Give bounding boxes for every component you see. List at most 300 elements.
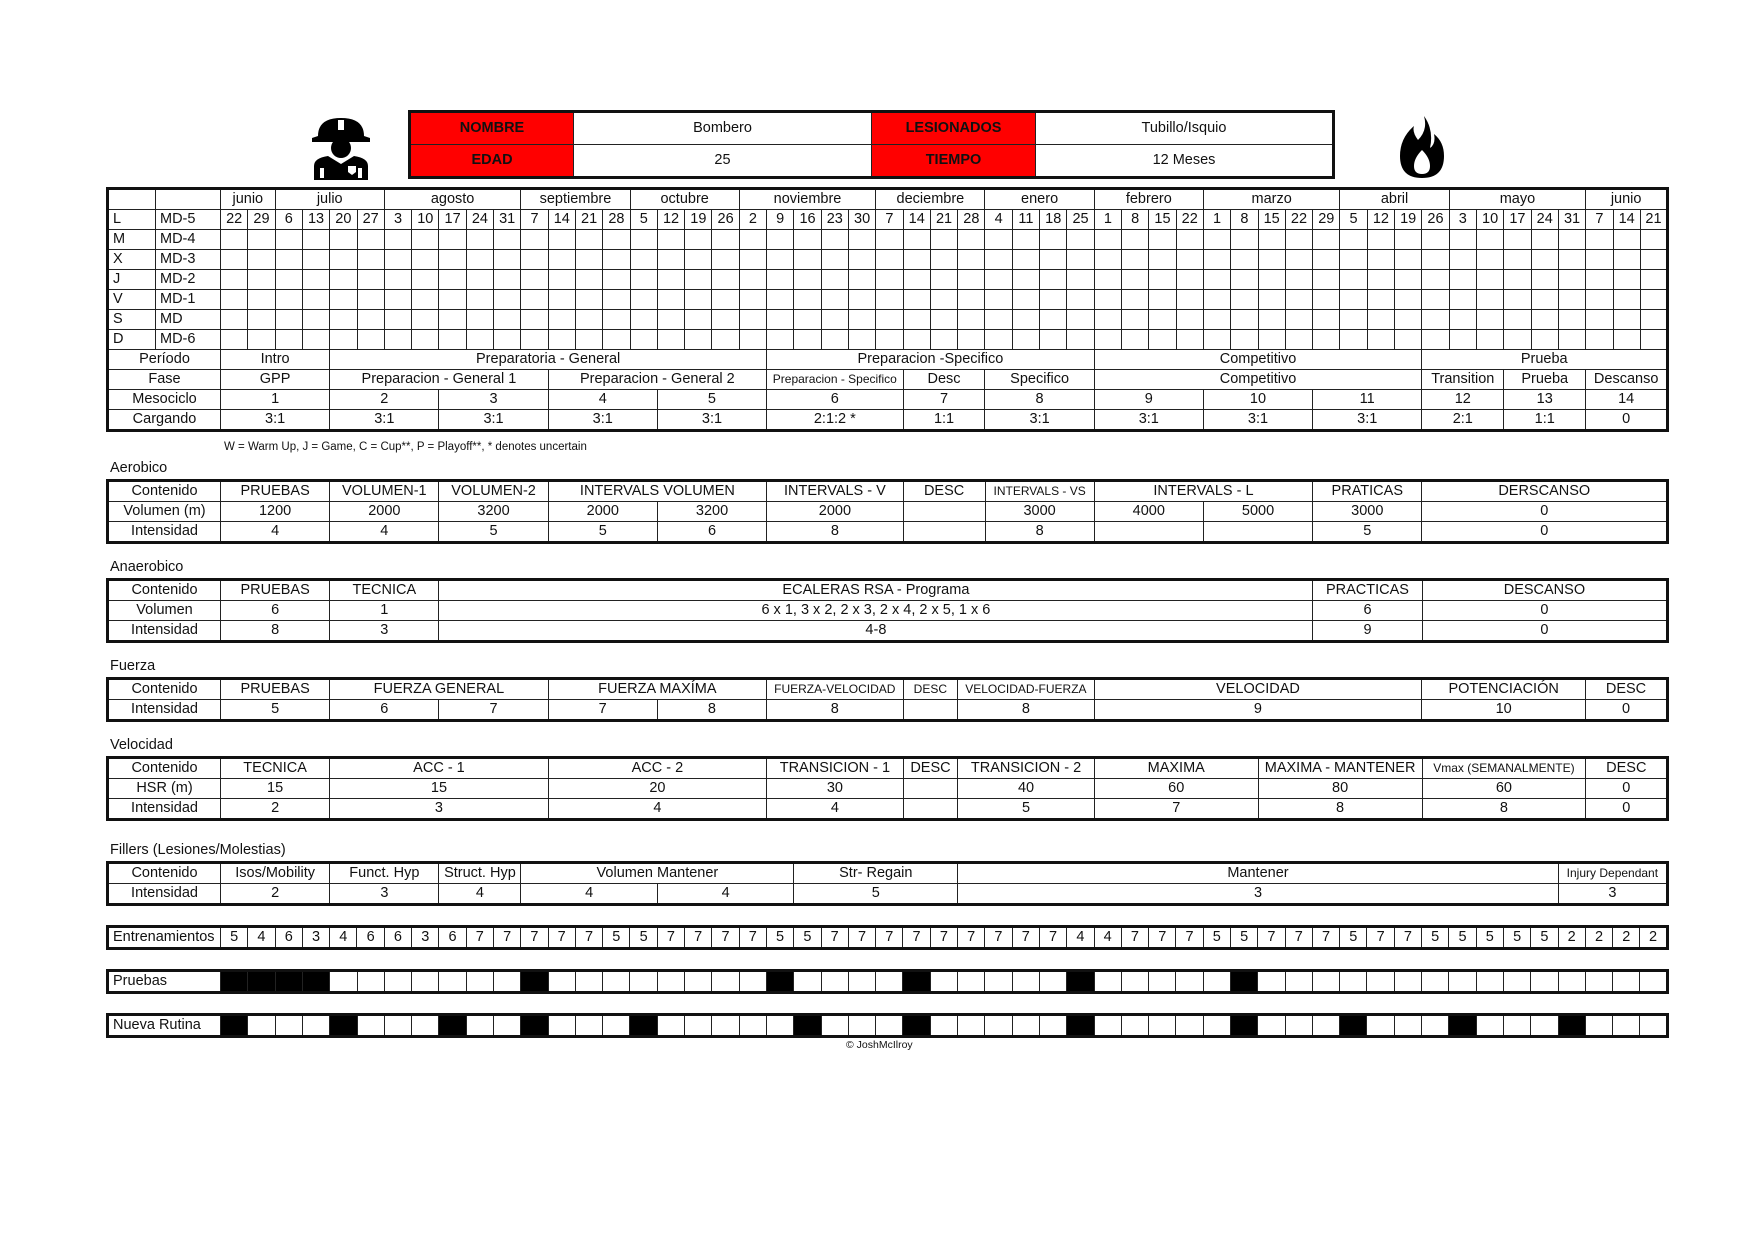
plan-cell: Str- Regain — [794, 863, 958, 884]
schedule-cell — [384, 330, 411, 350]
schedule-cell — [1258, 310, 1285, 330]
edad-label: EDAD — [410, 145, 574, 178]
schedule-cell — [1558, 250, 1585, 270]
schedule-cell — [1367, 270, 1394, 290]
week-cell — [1258, 1015, 1285, 1037]
schedule-cell — [794, 330, 821, 350]
plan-cell: 8 — [1258, 799, 1422, 820]
week-cell — [1503, 1015, 1530, 1037]
schedule-cell — [1395, 270, 1422, 290]
schedule-cell — [1613, 310, 1640, 330]
week-date: 9 — [767, 210, 794, 230]
plan-cell: FUERZA MAXÍMA — [548, 679, 766, 700]
week-cell — [876, 971, 903, 993]
plan-cell: 4 — [548, 390, 657, 410]
plan-cell: 20 — [548, 779, 766, 799]
plan-cell: 3:1 — [330, 410, 439, 431]
schedule-cell — [630, 230, 657, 250]
schedule-cell — [1258, 230, 1285, 250]
plan-cell: 0 — [1586, 700, 1668, 721]
schedule-cell — [930, 230, 957, 250]
week-date: 11 — [1012, 210, 1039, 230]
plan-cell: 3200 — [439, 502, 548, 522]
schedule-cell — [412, 230, 439, 250]
schedule-cell — [1422, 250, 1449, 270]
session-count: 3 — [302, 927, 329, 949]
schedule-cell — [876, 330, 903, 350]
plan-cell: Specifico — [985, 370, 1094, 390]
schedule-cell — [494, 270, 521, 290]
plan-cell: PRACTICAS — [1313, 580, 1422, 601]
plan-cell: DESC — [903, 758, 958, 779]
plan-cell: VELOCIDAD — [1094, 679, 1422, 700]
week-date: 15 — [1258, 210, 1285, 230]
session-count: 2 — [1640, 927, 1667, 949]
plan-cell: 3000 — [1313, 502, 1422, 522]
legend-note: W = Warm Up, J = Game, C = Cup**, P = Playoff**, * denotes uncertain — [224, 441, 587, 453]
schedule-cell — [1122, 270, 1149, 290]
week-date: 19 — [685, 210, 712, 230]
pruebas-table — [106, 969, 1669, 994]
plan-cell: Volumen Mantener — [521, 863, 794, 884]
schedule-cell — [248, 290, 275, 310]
plan-cell: PRUEBAS — [221, 679, 330, 700]
schedule-cell — [1531, 270, 1558, 290]
marked-week-cell — [1231, 971, 1258, 993]
plan-cell: 1 — [330, 601, 439, 621]
plan-cell: 3:1 — [221, 410, 330, 431]
plan-cell: 8 — [1422, 799, 1586, 820]
week-cell — [1476, 971, 1503, 993]
week-row — [108, 210, 1668, 230]
week-cell — [1149, 971, 1176, 993]
plan-cell: INTERVALS - V — [767, 481, 903, 502]
schedule-cell — [1176, 270, 1203, 290]
week-cell — [1503, 971, 1530, 993]
schedule-cell — [712, 310, 739, 330]
week-date: 31 — [494, 210, 521, 230]
week-cell — [1558, 971, 1585, 993]
schedule-cell — [1422, 290, 1449, 310]
schedule-cell — [876, 230, 903, 250]
week-date: 1 — [1203, 210, 1230, 230]
schedule-cell — [302, 250, 329, 270]
week-cell — [384, 971, 411, 993]
row-label: Volumen — [108, 601, 221, 621]
plan-cell: 60 — [1094, 779, 1258, 799]
schedule-cell — [712, 330, 739, 350]
schedule-cell — [985, 330, 1012, 350]
lesionados-label: LESIONADOS — [872, 112, 1036, 145]
schedule-cell — [1476, 230, 1503, 250]
week-cell — [630, 971, 657, 993]
schedule-cell — [821, 230, 848, 250]
plan-cell: 0 — [1422, 601, 1668, 621]
week-cell — [1312, 971, 1339, 993]
month-label: abril — [1340, 189, 1449, 210]
plan-cell — [903, 502, 985, 522]
plan-row — [108, 621, 1668, 642]
session-count: 7 — [548, 927, 575, 949]
plan-cell: 5 — [958, 799, 1095, 820]
marked-week-cell — [1558, 1015, 1585, 1037]
schedule-cell — [412, 270, 439, 290]
plan-row — [108, 863, 1668, 884]
schedule-cell — [1122, 250, 1149, 270]
schedule-cell — [1586, 290, 1613, 310]
week-cell — [384, 1015, 411, 1037]
week-date: 7 — [521, 210, 548, 230]
plan-cell: VOLUMEN-2 — [439, 481, 548, 502]
schedule-cell — [494, 250, 521, 270]
schedule-cell — [930, 310, 957, 330]
plan-cell: 8 — [221, 621, 330, 642]
session-count: 5 — [1422, 927, 1449, 949]
schedule-cell — [466, 270, 493, 290]
schedule-cell — [685, 270, 712, 290]
schedule-cell — [357, 270, 384, 290]
schedule-cell — [685, 230, 712, 250]
week-cell — [657, 971, 684, 993]
schedule-cell — [657, 250, 684, 270]
row-label: Intensidad — [108, 700, 221, 721]
plan-cell: 2:1 — [1422, 410, 1504, 431]
schedule-cell — [1203, 270, 1230, 290]
corner-cell — [156, 189, 221, 210]
marked-week-cell — [521, 1015, 548, 1037]
md-label: MD-6 — [156, 330, 221, 350]
schedule-cell — [439, 250, 466, 270]
schedule-cell — [1176, 330, 1203, 350]
entrenamientos-table — [106, 925, 1669, 950]
plan-cell: PRATICAS — [1313, 481, 1422, 502]
schedule-cell — [985, 290, 1012, 310]
plan-cell: 3 — [958, 884, 1559, 905]
schedule-cell — [958, 270, 985, 290]
marked-week-cell — [521, 971, 548, 993]
schedule-cell — [521, 230, 548, 250]
plan-cell — [903, 779, 958, 799]
week-cell — [821, 1015, 848, 1037]
session-count: 5 — [1203, 927, 1230, 949]
plan-cell: 11 — [1313, 390, 1422, 410]
marked-week-cell — [439, 1015, 466, 1037]
week-date: 18 — [1040, 210, 1067, 230]
week-cell — [357, 1015, 384, 1037]
schedule-cell — [1094, 330, 1121, 350]
schedule-cell — [494, 290, 521, 310]
session-count: 5 — [1476, 927, 1503, 949]
plan-row — [108, 779, 1668, 799]
week-cell — [466, 971, 493, 993]
schedule-cell — [248, 330, 275, 350]
schedule-cell — [275, 250, 302, 270]
schedule-cell — [603, 250, 630, 270]
schedule-cell — [630, 310, 657, 330]
plan-cell: 6 — [221, 601, 330, 621]
week-date: 14 — [903, 210, 930, 230]
schedule-cell — [439, 230, 466, 250]
schedule-cell — [494, 230, 521, 250]
schedule-cell — [1504, 230, 1531, 250]
session-count: 5 — [794, 927, 821, 949]
plan-cell: 2000 — [767, 502, 903, 522]
schedule-cell — [739, 330, 766, 350]
session-count: 4 — [330, 927, 357, 949]
schedule-cell — [1094, 230, 1121, 250]
row-label: Contenido — [108, 679, 221, 700]
schedule-cell — [330, 310, 357, 330]
schedule-cell — [1340, 230, 1367, 250]
schedule-cell — [1067, 270, 1094, 290]
schedule-cell — [1122, 230, 1149, 250]
session-count: 3 — [412, 927, 439, 949]
athlete-header — [408, 110, 1335, 179]
schedule-cell — [848, 230, 875, 250]
schedule-cell — [548, 230, 575, 250]
week-date: 12 — [657, 210, 684, 230]
schedule-cell — [330, 230, 357, 250]
schedule-cell — [1149, 330, 1176, 350]
plan-cell: DESC — [1586, 679, 1668, 700]
plan-cell: TRANSICION - 1 — [767, 758, 904, 779]
week-cell — [1585, 971, 1612, 993]
plan-cell: 4 — [657, 884, 794, 905]
plan-cell: Vmax (SEMANALMENTE) — [1422, 758, 1586, 779]
schedule-cell — [1012, 230, 1039, 250]
schedule-cell — [1640, 250, 1667, 270]
schedule-cell — [712, 270, 739, 290]
schedule-cell — [1231, 230, 1258, 250]
plan-row — [108, 884, 1668, 905]
day-row — [108, 270, 1668, 290]
session-count: 7 — [1039, 927, 1066, 949]
schedule-cell — [603, 230, 630, 250]
plan-cell: PRUEBAS — [221, 481, 330, 502]
plan-cell: 9 — [1094, 700, 1422, 721]
schedule-cell — [603, 270, 630, 290]
schedule-cell — [1285, 310, 1312, 330]
schedule-cell — [548, 330, 575, 350]
day-row — [108, 310, 1668, 330]
session-count: 5 — [1449, 927, 1476, 949]
plan-cell: 13 — [1504, 390, 1586, 410]
plan-cell: FUERZA GENERAL — [330, 679, 548, 700]
plan-cell: 2 — [221, 884, 330, 905]
schedule-cell — [1313, 330, 1340, 350]
schedule-cell — [603, 330, 630, 350]
schedule-cell — [330, 250, 357, 270]
schedule-cell — [848, 330, 875, 350]
plan-cell: 2000 — [548, 502, 657, 522]
plan-cell: 3 — [1558, 884, 1667, 905]
week-date: 24 — [466, 210, 493, 230]
schedule-cell — [1231, 330, 1258, 350]
plan-cell: 0 — [1586, 410, 1668, 431]
week-cell — [412, 971, 439, 993]
fillers-title: Fillers (Lesiones/Molestias) — [110, 842, 286, 858]
week-cell — [1422, 971, 1449, 993]
schedule-cell — [412, 290, 439, 310]
plan-cell: Prueba — [1422, 350, 1668, 370]
week-cell — [958, 1015, 985, 1037]
week-date: 14 — [548, 210, 575, 230]
plan-cell: 12 — [1422, 390, 1504, 410]
schedule-cell — [221, 330, 248, 350]
firefighter-icon — [310, 114, 372, 180]
pruebas-label: Pruebas — [108, 971, 221, 993]
md-label: MD-3 — [156, 250, 221, 270]
plan-cell: 2 — [330, 390, 439, 410]
plan-cell — [903, 700, 958, 721]
week-cell — [1285, 971, 1312, 993]
week-cell — [958, 971, 985, 993]
week-cell — [439, 971, 466, 993]
week-date: 23 — [821, 210, 848, 230]
session-count: 5 — [603, 927, 630, 949]
session-count: 5 — [1531, 927, 1558, 949]
schedule-cell — [1395, 330, 1422, 350]
week-date: 28 — [958, 210, 985, 230]
session-count: 7 — [1394, 927, 1421, 949]
week-cell — [575, 971, 602, 993]
aerobico-title: Aerobico — [110, 460, 168, 476]
session-count: 7 — [712, 927, 739, 949]
md-label: MD — [156, 310, 221, 330]
schedule-cell — [1149, 230, 1176, 250]
schedule-cell — [1422, 310, 1449, 330]
week-cell — [493, 971, 520, 993]
schedule-cell — [1586, 270, 1613, 290]
schedule-cell — [1203, 310, 1230, 330]
session-count: 2 — [1613, 927, 1640, 949]
week-cell — [548, 1015, 575, 1037]
plan-cell: Preparacion -Specifico — [767, 350, 1095, 370]
plan-row — [108, 502, 1668, 522]
schedule-cell — [1586, 330, 1613, 350]
schedule-cell — [1313, 250, 1340, 270]
schedule-cell — [1313, 310, 1340, 330]
month-label: enero — [985, 189, 1094, 210]
session-count: 6 — [275, 927, 302, 949]
schedule-cell — [1640, 310, 1667, 330]
plan-cell: 1:1 — [1504, 410, 1586, 431]
session-count: 5 — [1503, 927, 1530, 949]
schedule-cell — [1449, 290, 1476, 310]
plan-cell: 15 — [330, 779, 548, 799]
schedule-cell — [521, 270, 548, 290]
plan-cell: INTERVALS - L — [1094, 481, 1312, 502]
week-cell — [657, 1015, 684, 1037]
schedule-cell — [685, 330, 712, 350]
schedule-cell — [412, 330, 439, 350]
schedule-cell — [1176, 230, 1203, 250]
plan-cell: Desc — [903, 370, 985, 390]
plan-cell: 6 — [767, 390, 904, 410]
schedule-cell — [1094, 290, 1121, 310]
schedule-cell — [248, 230, 275, 250]
week-cell — [821, 971, 848, 993]
schedule-cell — [1040, 310, 1067, 330]
week-date: 21 — [575, 210, 602, 230]
week-cell — [1312, 1015, 1339, 1037]
schedule-cell — [466, 230, 493, 250]
schedule-cell — [357, 330, 384, 350]
schedule-cell — [1422, 230, 1449, 250]
schedule-cell — [794, 290, 821, 310]
session-count: 7 — [821, 927, 848, 949]
week-cell — [1394, 1015, 1421, 1037]
schedule-cell — [1558, 270, 1585, 290]
plan-cell: 1 — [221, 390, 330, 410]
schedule-cell — [794, 230, 821, 250]
nueva-rutina-table — [106, 1013, 1669, 1038]
schedule-cell — [821, 330, 848, 350]
schedule-cell — [794, 310, 821, 330]
md-label: MD-5 — [156, 210, 221, 230]
marked-week-cell — [630, 1015, 657, 1037]
week-cell — [930, 1015, 957, 1037]
plan-cell: 3 — [330, 621, 439, 642]
schedule-cell — [1422, 330, 1449, 350]
week-date: 21 — [930, 210, 957, 230]
week-date: 13 — [302, 210, 329, 230]
month-label: agosto — [384, 189, 521, 210]
schedule-cell — [275, 270, 302, 290]
plan-row — [108, 580, 1668, 601]
schedule-cell — [439, 290, 466, 310]
schedule-cell — [930, 250, 957, 270]
schedule-cell — [657, 290, 684, 310]
velocidad-table — [106, 756, 1669, 821]
schedule-cell — [1640, 230, 1667, 250]
schedule-cell — [439, 310, 466, 330]
session-count: 6 — [357, 927, 384, 949]
schedule-cell — [575, 250, 602, 270]
schedule-cell — [384, 230, 411, 250]
week-date: 10 — [1476, 210, 1503, 230]
schedule-cell — [603, 310, 630, 330]
plan-cell: 3 — [330, 799, 548, 820]
week-cell — [548, 971, 575, 993]
schedule-cell — [1012, 250, 1039, 270]
schedule-cell — [221, 270, 248, 290]
month-label: marzo — [1203, 189, 1340, 210]
marked-week-cell — [1340, 1015, 1367, 1037]
schedule-cell — [1340, 270, 1367, 290]
session-count: 2 — [1558, 927, 1585, 949]
plan-cell: 8 — [657, 700, 766, 721]
plan-cell: Struct. Hyp — [439, 863, 521, 884]
schedule-cell — [412, 250, 439, 270]
session-count: 7 — [1367, 927, 1394, 949]
schedule-cell — [1531, 230, 1558, 250]
session-count: 7 — [958, 927, 985, 949]
schedule-cell — [1094, 310, 1121, 330]
schedule-cell — [521, 250, 548, 270]
week-date: 26 — [1422, 210, 1449, 230]
week-cell — [1613, 1015, 1640, 1037]
schedule-cell — [630, 290, 657, 310]
day-label: J — [108, 270, 156, 290]
plan-cell: 60 — [1422, 779, 1586, 799]
entrenamientos-label: Entrenamientos — [108, 927, 221, 949]
plan-cell: 3:1 — [1094, 410, 1203, 431]
schedule-cell — [1203, 290, 1230, 310]
row-label: Intensidad — [108, 884, 221, 905]
schedule-cell — [603, 290, 630, 310]
plan-cell: Competitivo — [1094, 370, 1422, 390]
